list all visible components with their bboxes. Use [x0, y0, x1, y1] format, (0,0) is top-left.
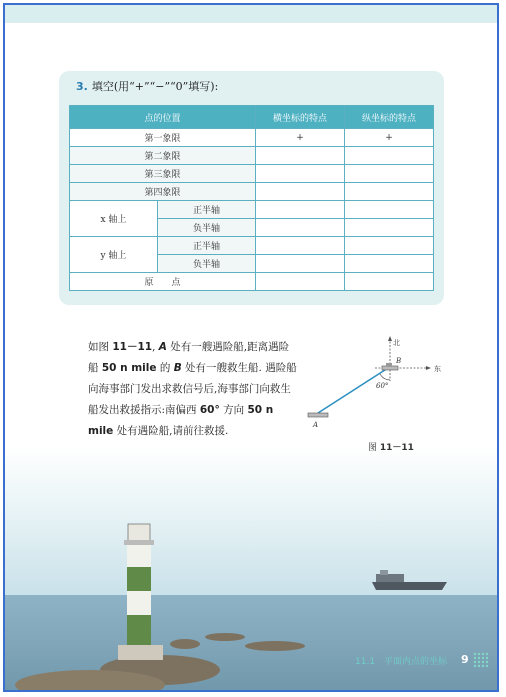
- north-arrow-icon: [388, 336, 392, 341]
- angle-value: 60°: [199, 404, 220, 416]
- decorative-dots-icon: [473, 652, 489, 668]
- figure-11-11-diagram: [300, 333, 450, 433]
- table-row: [70, 237, 434, 255]
- row-sublabel: 负半轴: [158, 255, 256, 273]
- point-a-label: A: [313, 421, 319, 429]
- distressed-ship-icon: [308, 413, 328, 417]
- row-group-x-axis: x 轴上: [70, 201, 158, 237]
- row-group-y-axis: y 轴上: [70, 237, 158, 273]
- cell-y-sign[interactable]: [345, 219, 434, 237]
- cell-y-sign[interactable]: [345, 201, 434, 219]
- angle-label: 60°: [376, 382, 389, 390]
- cell-x-sign[interactable]: [256, 219, 345, 237]
- table-row: [70, 165, 434, 183]
- row-label-origin: 原 点: [70, 273, 256, 291]
- east-arrow-icon: [426, 366, 431, 370]
- cell-y-sign[interactable]: [345, 183, 434, 201]
- cell-y-sign[interactable]: [345, 237, 434, 255]
- cell-x-sign[interactable]: [256, 165, 345, 183]
- caption-prefix: 图: [368, 443, 380, 453]
- distance-value: 50 n mile: [88, 404, 274, 437]
- rock: [245, 641, 305, 651]
- row-label: 第四象限: [70, 183, 256, 201]
- exercise-instruction: [76, 78, 218, 94]
- text-run: 处有一艘遇险船,距离遇险船: [88, 341, 290, 374]
- cell-x-sign[interactable]: [256, 237, 345, 255]
- row-label: 第二象限: [70, 147, 256, 165]
- page-number: 9: [461, 653, 469, 666]
- figure-caption: [368, 440, 414, 453]
- text-run: ,: [152, 341, 159, 353]
- row-label: 第三象限: [70, 165, 256, 183]
- rock: [170, 639, 200, 649]
- exercise-text: 填空(用“+”“−”“0”填写):: [91, 80, 219, 93]
- text-run: 如图: [88, 341, 113, 353]
- text-run: 方向: [219, 404, 248, 416]
- problem-paragraph: [88, 337, 298, 442]
- text-run: 处有遇险船,请前往救援.: [113, 425, 229, 437]
- cell-x-sign[interactable]: +: [256, 129, 345, 147]
- angle-arc: [380, 374, 390, 380]
- footer-section-title: 11.1 平面内点的坐标: [355, 657, 448, 667]
- table-row: [70, 273, 434, 291]
- cell-y-sign[interactable]: [345, 255, 434, 273]
- figure-reference: 11－11: [112, 341, 153, 353]
- cargo-ship-illustration: [372, 570, 447, 594]
- point-label-a: A: [158, 341, 167, 353]
- north-label: 北: [393, 339, 400, 347]
- rock: [15, 670, 165, 692]
- cell-x-sign[interactable]: [256, 273, 345, 291]
- row-sublabel: 正半轴: [158, 201, 256, 219]
- row-sublabel: 正半轴: [158, 237, 256, 255]
- east-label: 东: [434, 365, 441, 373]
- cell-y-sign[interactable]: [345, 273, 434, 291]
- rescue-route-line: [318, 368, 388, 413]
- header-y-feature: 纵坐标的特点: [345, 106, 434, 129]
- text-run: 的: [156, 362, 174, 374]
- table-row: [70, 147, 434, 165]
- point-b-label: B: [396, 357, 402, 365]
- table-header-row: [70, 106, 434, 129]
- cell-x-sign[interactable]: [256, 255, 345, 273]
- header-position: 点的位置: [70, 106, 256, 129]
- cell-x-sign[interactable]: [256, 183, 345, 201]
- sign-table: [69, 105, 434, 291]
- rock: [205, 633, 245, 641]
- lighthouse-illustration: [118, 520, 163, 660]
- table-row: [70, 201, 434, 219]
- table-row: [70, 129, 434, 147]
- cell-y-sign[interactable]: [345, 147, 434, 165]
- cell-x-sign[interactable]: [256, 147, 345, 165]
- row-label: 第一象限: [70, 129, 256, 147]
- point-label-b: B: [173, 362, 182, 374]
- distance-value: 50 n mile: [101, 362, 157, 374]
- row-sublabel: 负半轴: [158, 219, 256, 237]
- text-run: 处有一艘救生船. 遇险船向海事部门发出求救信号后,海事部门向救生船发出救援指示:南偏西: [88, 362, 297, 416]
- caption-number: 11－11: [379, 443, 414, 453]
- cell-y-sign[interactable]: [345, 165, 434, 183]
- table-row: [70, 183, 434, 201]
- cell-y-sign[interactable]: +: [345, 129, 434, 147]
- top-band: [5, 5, 497, 23]
- exercise-number: 3.: [76, 80, 88, 93]
- cell-x-sign[interactable]: [256, 201, 345, 219]
- header-x-feature: 横坐标的特点: [256, 106, 345, 129]
